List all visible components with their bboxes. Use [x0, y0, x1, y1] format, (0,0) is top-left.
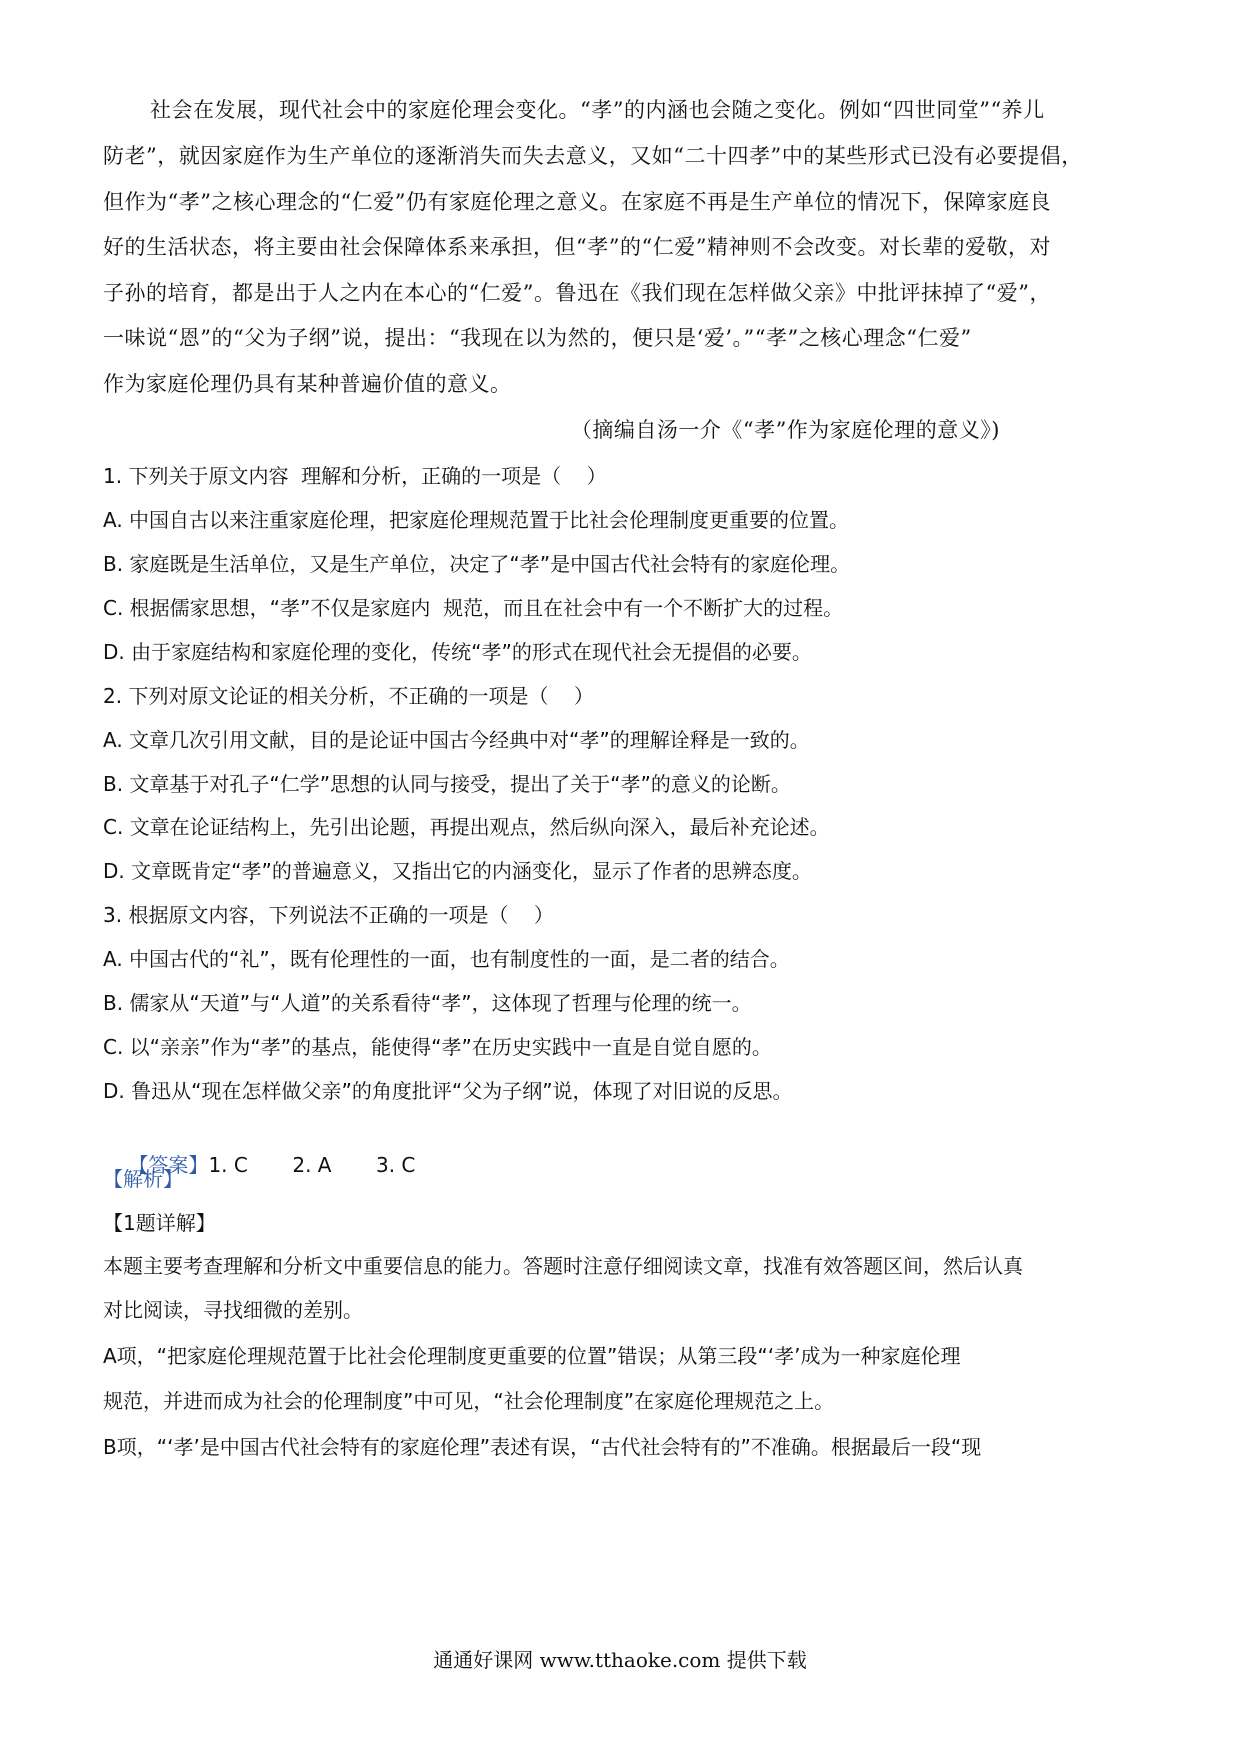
- question-3-option-a: A. 中国古代的“礼”，既有伦理性的一面，也有制度性的一面，是二者的结合。: [103, 947, 790, 971]
- passage-line-7: 作为家庭伦理仍具有某种普遍价值的意义。: [103, 372, 512, 396]
- answer-text: 1. C 2. A 3. C: [208, 1153, 416, 1177]
- passage-line-3: 但作为“孝”之核心理念的“仁爱”仍有家庭伦理之意义。在家庭不再是生产单位的情况下，保障家庭良: [103, 190, 1051, 214]
- analysis-q1-title: 【1题详解】: [103, 1211, 216, 1235]
- question-2-option-b: B. 文章基于对孔子“仁学”思想的认同与接受，提出了关于“孝”的意义的论断。: [103, 772, 791, 796]
- question-3-stem: 3. 根据原文内容，下列说法不正确的一项是（ ）: [103, 903, 554, 927]
- passage-line-4: 好的生活状态，将主要由社会保障体系来承担，但“孝”的“仁爱”精神则不会改变。对长辈的爱敬，对: [103, 235, 1051, 259]
- question-3-option-b: B. 儒家从“天道”与“人道”的关系看待“孝”，这体现了哲理与伦理的统一。: [103, 991, 752, 1015]
- passage-line-6: 一味说“恩”的“父为子纲”说，提出：“我现在以为然的，便只是‘爱’。”“孝”之核心理念“仁爱”: [103, 326, 972, 350]
- question-3-option-c: C. 以“亲亲”作为“孝”的基点，能使得“孝”在历史实践中一直是自觉自愿的。: [103, 1035, 772, 1059]
- question-1-option-d: D. 由于家庭结构和家庭伦理的变化，传统“孝”的形式在现代社会无提倡的必要。: [103, 640, 812, 664]
- question-1-option-b: B. 家庭既是生活单位，又是生产单位，决定了“孝”是中国古代社会特有的家庭伦理。: [103, 552, 851, 576]
- analysis-line-4: 规范，并进而成为社会的伦理制度”中可见，“社会伦理制度”在家庭伦理规范之上。: [103, 1389, 835, 1413]
- question-1-option-a: A. 中国自古以来注重家庭伦理，把家庭伦理规范置于比社会伦理制度更重要的位置。: [103, 508, 850, 532]
- question-2-option-a: A. 文章几次引用文献，目的是论证中国古今经典中对“孝”的理解诠释是一致的。: [103, 728, 810, 752]
- question-2-stem: 2. 下列对原文论证的相关分析，不正确的一项是（ ）: [103, 684, 594, 708]
- analysis-line-3: A项，“把家庭伦理规范置于比社会伦理制度更重要的位置”错误；从第三段“‘孝’成为一种家庭伦理: [103, 1344, 961, 1368]
- answer-label: 【答案】: [128, 1153, 209, 1177]
- passage-line-2: 防老”，就因家庭作为生产单位的逐渐消失而失去意义，又如“二十四孝”中的某些形式已没有必要提倡，: [103, 144, 1083, 168]
- question-2-option-d: D. 文章既肯定“孝”的普遍意义，又指出它的内涵变化，显示了作者的思辨态度。: [103, 859, 812, 883]
- question-1-option-c: C. 根据儒家思想，“孝”不仅是家庭内 规范，而且在社会中有一个不断扩大的过程。: [103, 596, 844, 620]
- question-2-option-c: C. 文章在论证结构上，先引出论题，再提出观点，然后纵向深入，最后补充论述。: [103, 815, 830, 839]
- passage-line-5: 子孙的培育，都是出于人之内在本心的“仁爱”。鲁迅在《我们现在怎样做父亲》中批评抹掉了“爱”，: [103, 281, 1051, 305]
- passage-line-1: 社会在发展，现代社会中的家庭伦理会变化。“孝”的内涵也会随之变化。例如“四世同堂”“养儿: [150, 98, 1045, 122]
- question-1-stem: 1. 下列关于原文内容 理解和分析，正确的一项是（ ）: [103, 464, 607, 488]
- analysis-line-5: B项，“‘孝’是中国古代社会特有的家庭伦理”表述有误，“古代社会特有的”不准确。根据最后一段“现: [103, 1435, 982, 1459]
- analysis-label: 【解析】: [103, 1167, 183, 1191]
- page-footer: 通通好课网 www.tthaoke.com 提供下载: [433, 1648, 807, 1672]
- analysis-line-1: 本题主要考查理解和分析文中重要信息的能力。答题时注意仔细阅读文章，找准有效答题区间，然后认真: [103, 1254, 1023, 1278]
- question-3-option-d: D. 鲁迅从“现在怎样做父亲”的角度批评“父为子纲”说，体现了对旧说的反思。: [103, 1079, 793, 1103]
- passage-source: （摘编自汤一介《“孝”作为家庭伦理的意义》): [570, 418, 1000, 442]
- analysis-line-2: 对比阅读，寻找细微的差别。: [103, 1298, 363, 1322]
